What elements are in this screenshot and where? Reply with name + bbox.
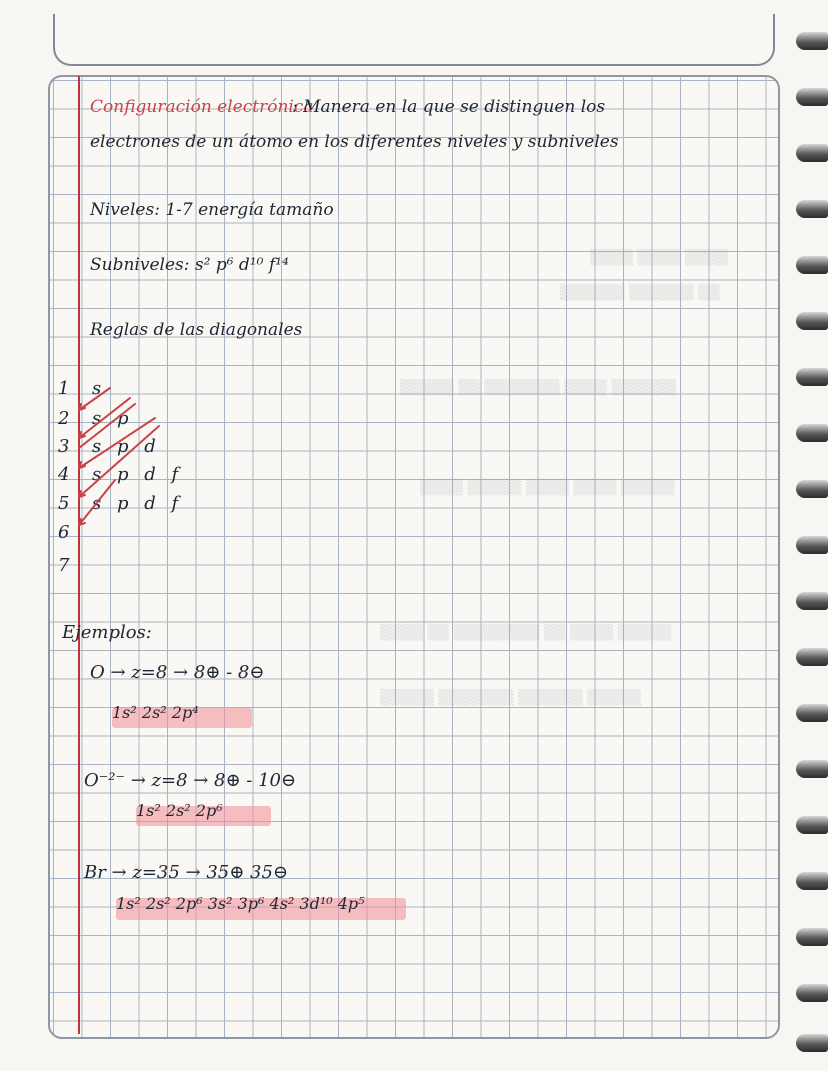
spiral-coil <box>796 480 828 498</box>
subniveles-line: Subniveles: s² p⁶ d¹⁰ f¹⁴ <box>90 255 289 275</box>
spiral-coil <box>796 200 828 218</box>
level-number: 5 <box>58 493 70 514</box>
spiral-binding <box>794 24 828 1064</box>
spiral-coil <box>796 984 828 1002</box>
bleed-through-text: ▒▒▒▒ ▒▒▒▒▒ ▒▒▒▒ ▒▒▒▒ ▒▒▒▒▒ <box>420 480 675 496</box>
header-box <box>53 14 775 66</box>
spiral-coil <box>796 32 828 50</box>
level-number: 3 <box>58 436 70 457</box>
ejemplos-heading: Ejemplos: <box>62 622 152 643</box>
example-1-config: 1s² 2s² 2p⁴ <box>112 703 199 722</box>
level-number: 4 <box>58 464 70 485</box>
example-3-line: Br → z=35 → 35⊕ 35⊖ <box>84 862 289 883</box>
bleed-through-text: ▒▒▒▒▒▒ ▒▒▒▒▒▒ ▒▒ <box>560 285 720 301</box>
orbital-row: s p d <box>92 436 156 457</box>
spiral-coil <box>796 648 828 666</box>
diagonal-arrows <box>55 380 195 550</box>
diagonal-arrow <box>79 388 110 410</box>
spiral-coil <box>796 144 828 162</box>
level-number: 7 <box>58 555 70 576</box>
definition-term: Configuración electrónica <box>90 97 314 117</box>
example-3-config: 1s² 2s² 2p⁶ 3s² 3p⁶ 4s² 3d¹⁰ 4p⁵ <box>116 894 365 913</box>
diagonal-arrow <box>79 426 159 497</box>
diagonal-arrow <box>79 480 115 525</box>
example-1-line: O → z=8 → 8⊕ - 8⊖ <box>90 662 265 683</box>
definition-text: : Manera en la que se distinguen los <box>292 97 606 117</box>
diagonal-arrow <box>79 404 135 448</box>
spiral-coil <box>796 312 828 330</box>
spiral-coil <box>796 928 828 946</box>
bleed-through-text: ▒▒▒▒▒ ▒▒ ▒▒▒▒▒▒▒ ▒▒▒▒ ▒▒▒▒▒▒ <box>400 380 677 396</box>
diagonal-arrow <box>79 418 155 468</box>
bleed-through-text: ▒▒▒▒ ▒▒ ▒▒▒▒▒▒▒▒ ▒▒ ▒▒▒▒ ▒▒▒▒▒ <box>380 625 672 641</box>
example-2-line: O⁻²⁻ → z=8 → 8⊕ - 10⊖ <box>84 770 297 791</box>
margin-line <box>78 76 80 1034</box>
bleed-through-text: ▒▒▒▒▒ ▒▒▒▒▒▒▒ ▒▒▒▒▒▒ ▒▒▒▒▒ <box>380 690 641 706</box>
level-number: 2 <box>58 408 70 429</box>
niveles-line: Niveles: 1-7 energía tamaño <box>90 200 334 220</box>
orbital-row: s <box>92 378 102 399</box>
spiral-coil <box>796 88 828 106</box>
orbital-row: s p d f <box>92 493 179 514</box>
spiral-coil <box>796 424 828 442</box>
spiral-coil <box>796 760 828 778</box>
spiral-coil <box>796 704 828 722</box>
spiral-coil <box>796 592 828 610</box>
spiral-coil <box>796 368 828 386</box>
definition-text-line2: electrones de un átomo en los diferentes niveles y subniveles <box>90 132 619 152</box>
orbital-row: s p d f <box>92 464 179 485</box>
example-2-config: 1s² 2s² 2p⁶ <box>136 801 223 820</box>
level-number: 1 <box>58 378 70 399</box>
reglas-heading: Reglas de las diagonales <box>90 320 303 340</box>
spiral-coil <box>796 1034 828 1052</box>
spiral-coil <box>796 816 828 834</box>
bleed-through-text: ▒▒▒▒ ▒▒▒▒ ▒▒▒▒ <box>590 250 729 266</box>
orbital-row: s p <box>92 408 129 429</box>
spiral-coil <box>796 872 828 890</box>
spiral-coil <box>796 536 828 554</box>
spiral-coil <box>796 256 828 274</box>
level-number: 6 <box>58 522 70 543</box>
